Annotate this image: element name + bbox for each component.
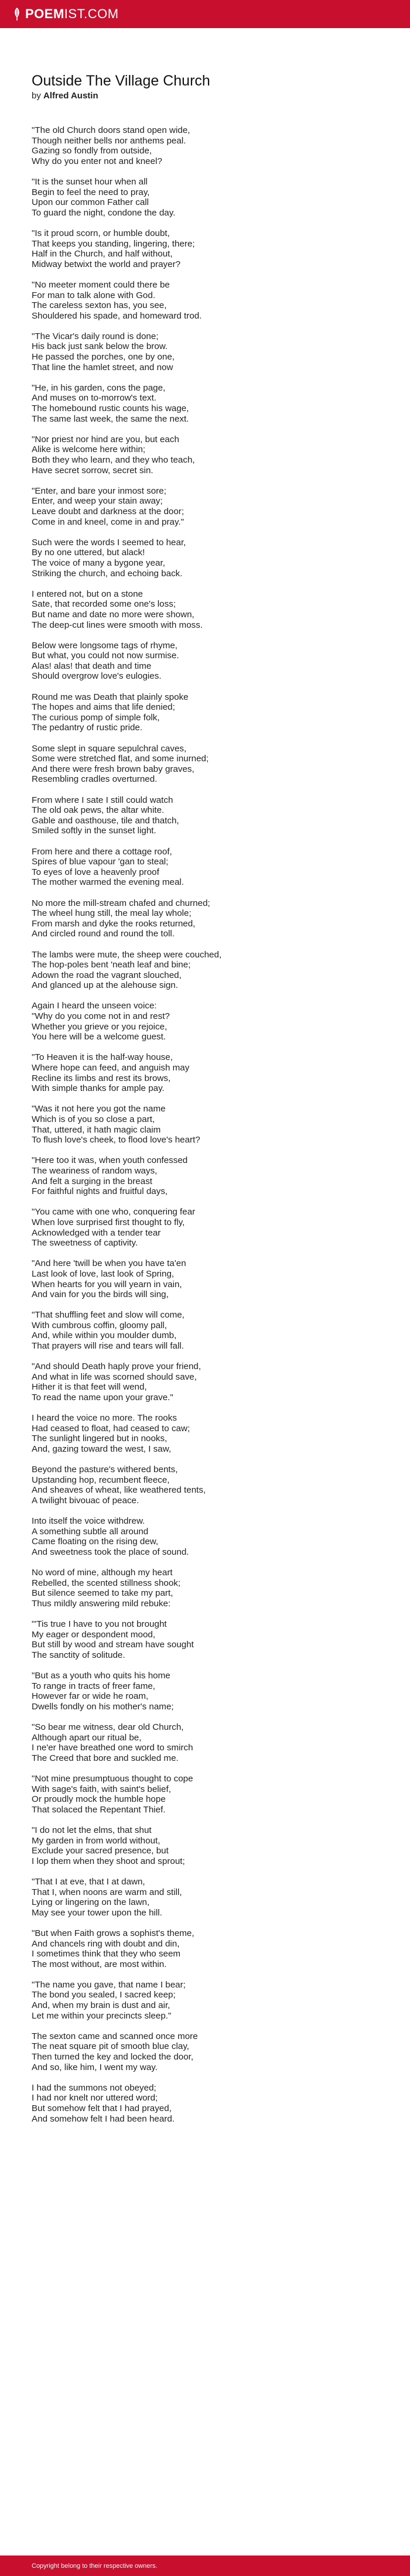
stanza xyxy=(32,1619,383,1660)
poem-line: That solaced the Repentant Thief. xyxy=(32,1804,166,1815)
poem-line: Why do you enter not and kneel? xyxy=(32,156,162,166)
stanza xyxy=(32,125,383,166)
quill-pen-icon xyxy=(13,7,21,21)
poem-line: I sometimes think that they who seem xyxy=(32,1949,181,1959)
poem-line: And felt a surging in the breast xyxy=(32,1176,153,1186)
poem-line: The curious pomp of simple folk, xyxy=(32,712,160,723)
poem-line: My garden in from world without, xyxy=(32,1835,160,1846)
footer xyxy=(0,2556,410,2576)
poem-line: The sweetness of captivity. xyxy=(32,1238,138,1248)
poem-line: But somehow felt that I had prayed, xyxy=(32,2103,172,2113)
poem-line: Resembling cradles overturned. xyxy=(32,774,158,785)
poem-line: The wheel hung still, the meal lay whole; xyxy=(32,908,192,919)
poem-line: Have secret sorrow, secret sin. xyxy=(32,465,153,475)
stanza xyxy=(32,228,383,269)
stanza xyxy=(32,1104,383,1145)
stanza xyxy=(32,1155,383,1196)
stanza xyxy=(32,795,383,836)
poem-line: And vain for you the birds will sing, xyxy=(32,1289,169,1300)
poem-line: From marsh and dyke the rooks returned, xyxy=(32,918,196,929)
poem-line: Shouldered his spade, and homeward trod. xyxy=(32,310,202,321)
poem-line: Again I heard the unseen voice: xyxy=(32,1001,157,1011)
poem-line: From here and there a cottage roof, xyxy=(32,846,172,857)
poem-author[interactable]: Alfred Austin xyxy=(43,91,98,101)
poem-line: Smiled softly in the sunset light. xyxy=(32,826,156,836)
poem-line: "And should Death haply prove your friend, xyxy=(32,1361,201,1372)
stanza xyxy=(32,1258,383,1299)
poem-line: Whether you grieve or you rejoice, xyxy=(32,1021,168,1032)
poem-line: And sweetness took the place of sound. xyxy=(32,1547,189,1557)
poem-line: "But when Faith grows a sophist's theme, xyxy=(32,1928,194,1938)
poem-line: Leave doubt and darkness at the door; xyxy=(32,506,184,516)
poem-line: "Not mine presumptuous thought to cope xyxy=(32,1774,193,1784)
poem-line: Come in and kneel, come in and pray." xyxy=(32,516,184,527)
stanza xyxy=(32,744,383,785)
poem-line: Enter, and weep your stain away; xyxy=(32,496,163,507)
poem-line: Beyond the pasture's withered bents, xyxy=(32,1465,178,1475)
poem-line: Acknowledged with a tender tear xyxy=(32,1227,161,1238)
poem-line: Exclude your sacred presence, but xyxy=(32,1846,169,1856)
poem-line: For faithful nights and fruitful days, xyxy=(32,1186,168,1197)
poem-line: To range in tracts of freer fame, xyxy=(32,1681,156,1691)
poem-line: However far or wide he roam, xyxy=(32,1691,149,1702)
poem-line: Begin to feel the need to pray, xyxy=(32,187,150,197)
poem-line: A twilight bivouac of peace. xyxy=(32,1495,139,1506)
poem-line: "That I at eve, that I at dawn, xyxy=(32,1876,145,1887)
poem-line: Alike is welcome here within; xyxy=(32,444,146,455)
poem-line: But silence seemed to take my part, xyxy=(32,1588,173,1599)
stanza xyxy=(32,589,383,630)
poem-line: And sheaves of wheat, like weathered tents, xyxy=(32,1485,206,1496)
poem-line: Gazing so fondly from outside, xyxy=(32,146,152,156)
poem-line: Adown the road the vagrant slouched, xyxy=(32,970,182,980)
poem-line: The hopes and aims that life denied; xyxy=(32,702,175,713)
footer-copyright: Copyright belong to their respective owners. xyxy=(32,2562,158,2570)
poem-line: Spires of blue vapour 'gan to steal; xyxy=(32,857,169,867)
poem-line: Some were stretched flat, and some inurned; xyxy=(32,754,209,764)
poem-line: Into itself the voice withdrew. xyxy=(32,1516,145,1527)
poem-line: I lop them when they shoot and sprout; xyxy=(32,1856,185,1866)
poem-line: Half in the Church, and half without, xyxy=(32,249,173,259)
poem-title: Outside The Village Church xyxy=(32,73,210,89)
stanza xyxy=(32,1980,383,2021)
stanza xyxy=(32,1928,383,1969)
poem-line: The sanctity of solitude. xyxy=(32,1650,125,1660)
poem-line: "'Tis true I have to you not brought xyxy=(32,1619,167,1630)
poem-line: The sunlight lingered but in nooks, xyxy=(32,1434,168,1444)
poem-line: Or proudly mock the humble hope xyxy=(32,1794,166,1805)
poem-header xyxy=(32,73,383,101)
poem-line: Had ceased to float, had ceased to caw; xyxy=(32,1423,190,1434)
poem-line: The neat square pit of smooth blue clay, xyxy=(32,2041,190,2052)
poem-line: Lying or lingering on the lawn, xyxy=(32,1897,150,1908)
poem-line: "It is the sunset hour when all xyxy=(32,176,148,187)
poem-line: To guard the night, condone the day. xyxy=(32,207,176,218)
poem-line: And, when my brain is dust and air, xyxy=(32,2000,170,2011)
poem-line: The sexton came and scanned once more xyxy=(32,2031,198,2041)
poem-line: His back just sank below the brow. xyxy=(32,341,168,352)
poem-line: The voice of many a bygone year, xyxy=(32,557,165,568)
poem-line: Some slept in square sepulchral caves, xyxy=(32,743,187,754)
poem-line: "So bear me witness, dear old Church, xyxy=(32,1722,184,1733)
poem-line: Alas! alas! that death and time xyxy=(32,661,152,671)
poem-line: "Why do you come not in and rest? xyxy=(32,1011,170,1022)
stanza xyxy=(32,1722,383,1763)
poem-line: "The name you gave, that name I bear; xyxy=(32,1979,186,1990)
poem-line: "He, in his garden, cons the page, xyxy=(32,382,166,393)
logo-text-bold: POEM xyxy=(25,6,64,21)
stanza xyxy=(32,331,383,372)
poem-line: He passed the porches, one by one, xyxy=(32,352,175,362)
poem-line: The lambs were mute, the sheep were couched, xyxy=(32,949,222,960)
poem-line: Such were the words I seemed to hear, xyxy=(32,537,186,548)
stanza xyxy=(32,1413,383,1454)
poem-line: To read the name upon your grave." xyxy=(32,1393,173,1403)
poem-line: But name and date no more were shown, xyxy=(32,609,194,620)
poem-line: "To Heaven it is the half-way house, xyxy=(32,1052,173,1063)
poem-line: "The Vicar's daily round is done; xyxy=(32,331,159,341)
poem-line: And, while within you moulder dumb, xyxy=(32,1330,177,1341)
poem-line: Recline its limbs and rest its brows, xyxy=(32,1073,171,1083)
poem-line: "Enter, and bare your inmost sore; xyxy=(32,485,166,496)
poem-line: Both they who learn, and they who teach, xyxy=(32,455,195,465)
poem-line: Though neither bells nor anthems peal. xyxy=(32,135,186,146)
poem-line: And, gazing toward the west, I saw, xyxy=(32,1444,172,1454)
poem-line: "The old Church doors stand open wide, xyxy=(32,125,190,135)
stanza xyxy=(32,1516,383,1557)
stanza xyxy=(32,1465,383,1506)
poem-line: No more the mill-stream chafed and churned; xyxy=(32,898,210,908)
poem-line: I heard the voice no more. The rooks xyxy=(32,1413,177,1424)
poem-line: Below were longsome tags of rhyme, xyxy=(32,640,178,651)
poem-line: By no one uttered, but alack! xyxy=(32,548,145,558)
poem-line: Which is of you so close a part, xyxy=(32,1114,155,1124)
poem-line: "Nor priest nor hind are you, but each xyxy=(32,434,179,444)
poem-line: That I, when noons are warm and still, xyxy=(32,1887,182,1897)
poem-body xyxy=(32,125,383,2134)
stanza xyxy=(32,435,383,475)
stanza xyxy=(32,280,383,321)
poem-line: Striking the church, and echoing back. xyxy=(32,568,183,579)
poem-line: With cumbrous coffin, gloomy pall, xyxy=(32,1320,168,1330)
poem-line: A something subtle all around xyxy=(32,1526,149,1537)
site-logo[interactable] xyxy=(13,6,119,22)
stanza xyxy=(32,641,383,682)
poem-line: "And here 'twill be when you have ta'en xyxy=(32,1258,186,1269)
poem-line: Should overgrow love's eulogies. xyxy=(32,671,162,682)
poem-line: "I do not let the elms, that shut xyxy=(32,1825,152,1835)
poem-line: I had nor knelt nor uttered word; xyxy=(32,2093,158,2103)
stanza xyxy=(32,1568,383,1609)
poem-line: For man to talk alone with God. xyxy=(32,290,156,300)
poem-line: And muses on to-morrow's text. xyxy=(32,393,157,403)
poem-line: Came floating on the rising dew, xyxy=(32,1537,159,1547)
poem-line: And what in life was scorned should save, xyxy=(32,1371,197,1382)
poem-line: To flush love's cheek, to flood love's heart? xyxy=(32,1135,200,1145)
stanza xyxy=(32,898,383,939)
poem-line: The careless sexton has, you see, xyxy=(32,300,167,311)
poem-line: "You came with one who, conquering fear xyxy=(32,1207,196,1217)
poem-line: And there were fresh brown baby graves, xyxy=(32,764,194,774)
poem-line: The Creed that bore and suckled me. xyxy=(32,1753,179,1763)
stanza xyxy=(32,1001,383,1042)
poem-line: Thus mildly answering mild rebuke: xyxy=(32,1598,171,1609)
poem-line: Although apart our ritual be, xyxy=(32,1732,142,1743)
stanza xyxy=(32,2083,383,2124)
poem-line: "Here too it was, when youth confessed xyxy=(32,1155,188,1166)
poem-line: That keeps you standing, lingering, there; xyxy=(32,238,195,249)
poem-line: May see your tower upon the hill. xyxy=(32,1907,162,1918)
poem-line: And chancels ring with doubt and din, xyxy=(32,1938,180,1949)
poem-line: I entered not, but on a stone xyxy=(32,589,143,599)
poem-line: Last look of love, last look of Spring, xyxy=(32,1268,175,1279)
poem-line: Hither it is that feet will wend, xyxy=(32,1382,147,1393)
poem-line: But still by wood and stream have sought xyxy=(32,1640,194,1650)
stanza xyxy=(32,1774,383,1815)
stanza xyxy=(32,1310,383,1351)
poem-line: The old oak pews, the altar white. xyxy=(32,805,165,816)
poem-line: The most without, are most within. xyxy=(32,1959,167,1969)
stanza xyxy=(32,2031,383,2072)
poem-line: The pedantry of rustic pride. xyxy=(32,723,143,733)
logo-text-light: IST.COM xyxy=(64,6,119,21)
stanza xyxy=(32,177,383,218)
stanza xyxy=(32,1052,383,1093)
poem-line: Where hope can feed, and anguish may xyxy=(32,1063,190,1073)
poem-line: Then turned the key and locked the door, xyxy=(32,2052,194,2062)
poem-line: The deep-cut lines were smooth with moss. xyxy=(32,620,203,630)
poem-line: Upstanding hop, recumbent fleece, xyxy=(32,1475,170,1485)
poem-line: The same last week, the same the next. xyxy=(32,413,189,424)
byline-prefix: by xyxy=(32,91,41,101)
stanza xyxy=(32,1825,383,1866)
poem-line: Upon our common Father call xyxy=(32,197,149,208)
stanza xyxy=(32,486,383,527)
stanza xyxy=(32,1207,383,1248)
poem-line: I had the summons not obeyed; xyxy=(32,2082,156,2093)
poem-line: "But as a youth who quits his home xyxy=(32,1671,170,1681)
poem-line: The weariness of random ways, xyxy=(32,1165,158,1176)
poem-line: That prayers will rise and tears will fall. xyxy=(32,1341,184,1352)
poem-line: The homebound rustic counts his wage, xyxy=(32,403,189,414)
poem-line: And circled round and round the toll. xyxy=(32,929,175,939)
stanza xyxy=(32,538,383,579)
poem-line: The mother warmed the evening meal. xyxy=(32,877,184,888)
poem-line: "Is it proud scorn, or humble doubt, xyxy=(32,228,170,238)
poem-line: And glanced up at the alehouse sign. xyxy=(32,980,178,991)
poem-line: "No meeter moment could there be xyxy=(32,279,170,290)
poem-line: To eyes of love a heavenly proof xyxy=(32,867,159,877)
poem-line: The bond you sealed, I sacred keep; xyxy=(32,1990,176,2000)
poem-line: Midway betwixt the world and prayer? xyxy=(32,259,181,269)
poem-line: That, uttered, it hath magic claim xyxy=(32,1124,161,1135)
poem-line: Let me within your precincts sleep." xyxy=(32,2010,172,2021)
poem-line: When hearts for you will yearn in vain, xyxy=(32,1279,182,1289)
poem-line: Dwells fondly on his mother's name; xyxy=(32,1701,174,1712)
poem-byline xyxy=(32,91,383,101)
stanza xyxy=(32,950,383,991)
poem-line: That line the hamlet street, and now xyxy=(32,362,173,372)
poem-line: No word of mine, although my heart xyxy=(32,1568,173,1578)
poem-line: The hop-poles bent 'neath leaf and bine; xyxy=(32,960,191,970)
poem-line: With simple thanks for ample pay. xyxy=(32,1083,165,1094)
top-bar xyxy=(0,0,410,28)
stanza xyxy=(32,1671,383,1712)
site-logo-text xyxy=(25,6,119,22)
poem-line: And somehow felt I had been heard. xyxy=(32,2113,175,2124)
poem-line: Rebelled, the scented stillness shook; xyxy=(32,1578,181,1588)
stanza xyxy=(32,1877,383,1918)
poem-line: "Was it not here you got the name xyxy=(32,1104,166,1114)
poem-line: "That shuffling feet and slow will come, xyxy=(32,1310,184,1321)
poem-line: I ne'er have breathed one word to smirch xyxy=(32,1743,193,1753)
poem-line: With sage's faith, with saint's belief, xyxy=(32,1784,171,1794)
poem-line: You here will be a welcome guest. xyxy=(32,1032,166,1042)
poem-line: And so, like him, I went my way. xyxy=(32,2062,158,2072)
poem-line: When love surprised first thought to fly, xyxy=(32,1217,185,1227)
poem-line: Gable and oasthouse, tile and thatch, xyxy=(32,815,179,826)
stanza xyxy=(32,1361,383,1402)
poem-line: But what, you could not now surmise. xyxy=(32,651,179,661)
stanza xyxy=(32,692,383,733)
poem-line: From where I sate I still could watch xyxy=(32,795,173,805)
poem-line: My eager or despondent mood, xyxy=(32,1629,156,1640)
stanza xyxy=(32,847,383,888)
poem-line: Round me was Death that plainly spoke xyxy=(32,692,189,702)
stanza xyxy=(32,383,383,424)
poem-line: Sate, that recorded some one's loss; xyxy=(32,599,176,610)
